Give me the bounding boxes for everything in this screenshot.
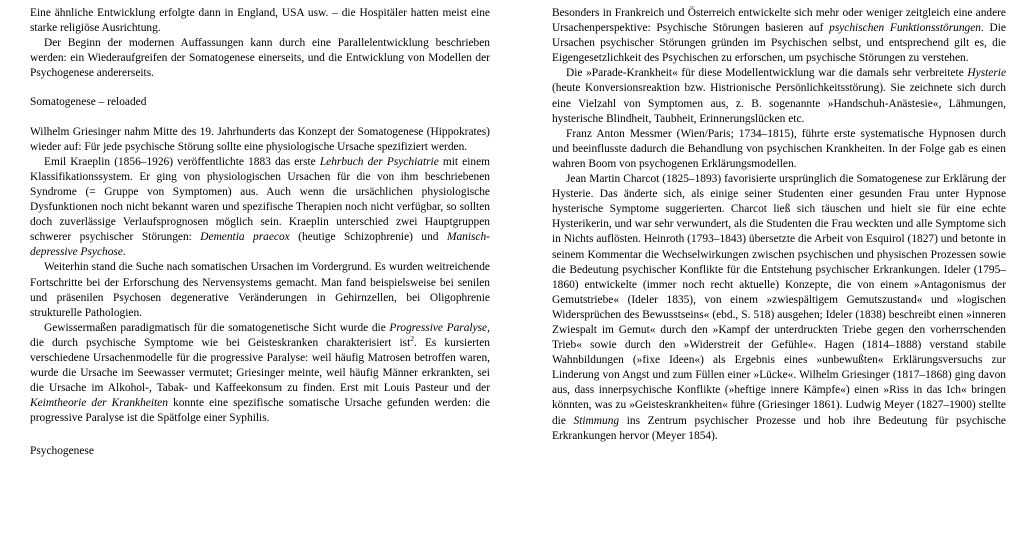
footnote-marker: 2 [410, 334, 415, 344]
paragraph: Weiterhin stand die Suche nach somatischen Ursachen im Vordergrund. Es wurden weitreichende Fortschritte bei der Erforschung des Nervensystems gemacht. Man fand beispielsweise bei senilen und präsenilen Psychosen degenerative Veränderungen in Gehirnzellen, bei Oligophrenie strukturelle Pathologien. [30, 261, 490, 319]
text-run: , die durch psychische Symptome wie bei Geisteskranken charakterisiert ist [30, 321, 490, 349]
section-heading-psychogenese: Psychogenese [30, 445, 94, 458]
text-run: mit einem Klassifikationssystem. Er ging von physiologischen Ursachen für die von ihm beschriebenen Syndrome (= Gruppe von Symptomen) aus. Auch wenn die ursächlichen physiologische Dysfunktionen noch nicht bekannt waren und spezifische Therapien noch nicht verfügbar, so sollten doch zuverlässige Verlaufsprognosen möglich sein. Kraeplin unterschied zwei Hauptgruppen schwerer psychischer Störungen: [30, 155, 490, 244]
section-spacer [30, 81, 490, 95]
text-run: (heute Konversionsreaktion bzw. Histrionische Persönlichkeitsstörung). Sie zeichnete sich durch eine Vielzahl von Symptomen aus, z. B. sogenannte »Handschuh-Anästesie«, Lähmungen, hysterische Blindheit, Taubheit, Erinnerungslücken etc. [551, 82, 1006, 125]
paragraph [30, 321, 490, 427]
text-run: ins Zentrum psychischer Prozesse und hob ihre Bedeutung für psychische Erkrankungen hervor (Meyer 1854). [551, 414, 1006, 442]
paragraph [552, 66, 1006, 126]
left-column [30, 6, 498, 527]
text-run: konnte eine spezifische somatische Ursache gefunden werden: die progressive Paralyse ist die Spätfolge einer Syphilis. [30, 397, 490, 425]
right-column [538, 6, 1006, 527]
section-spacer [30, 111, 490, 125]
text-run: Jean Martin Charcot (1825–1893) favorisierte ursprünglich die Somatogenese zur Erklärung der Hysterie. Das änderte sich, als einige seiner Studenten einer gesunden Frau unter Hypnose hysterische Symptome suggerierten. Charcot ließ sich täuschen und hielt sie für eine echte Hysterikerin, und war sehr verwundert, als die Studenten die Frau weckten und alle Symptome sich in Nichts auflösten. Heinroth (1793–1843) übersetzte die Arbeit von Esquirol (1827) und betonte in seinem Kommentar die Wechselwirkungen zwischen psychischen und physischen Prozessen sowie die Bedeutung psychischer Konflikte für die Entstehung psychischer Erkrankungen. Ideler (1795–1860) entwickelte (immer noch recht aktuelle) Konzepte, die von einem »Antagonismus der Gemutstriebe« (Ideler 1835), von einem »zwiespältigem Gemutszustand« und »logischen Widersprüchen des Bewusstseins« (ebd., S. 518) ausgehen; Ideler (1838) beschreibt einen »inneren Zwiespalt im Gemut« durch den »Kampf der unterdruckten Triebe gegen den vorherrschenden Trieb« sowie durch den »Widerstreit der Gefühle«. Hagen (1814–1888) verstand stabile Wahnbildungen (»fixe Ideen«) als Ergebnis eines »unbewußten« Erklärungsversuchs zur Linderung von Angst und zum Füllen einer »Lücke«. Wilhelm Griesinger (1817–1868) ging davon aus, dass innerpsychische Konflikte (»heftige innere Kämpfe«) einen »Riss in das Ich« bringen könnten, was zu »Geisteskrankheiten« führe (Griesinger 1861). Ludwig Meyer (1827–1900) stellte die [551, 173, 1006, 427]
paragraph: Eine ähnliche Entwicklung erfolgte dann in England, USA usw. – die Hospitäler hatten meist eine starke religiöse Ausrichtung. [30, 7, 490, 35]
text-run: Die »Parade-Krankheit« für diese Modellentwicklung war die damals sehr verbreitete [565, 67, 968, 80]
text-run: . [122, 246, 126, 259]
paragraph: Franz Anton Messmer (Wien/Paris; 1734–1815), führte erste systematische Hypnosen durch und beeinflusste dadurch die Behandlung von psychischen Krankheiten. In der Folge gab es einen wahren Boom von psychogenen Erklärungsmodellen. [551, 127, 1006, 170]
text-run: (heutige Schizophrenie) und [289, 231, 447, 244]
paragraph: Der Beginn der modernen Auffassungen kann durch eine Parallelentwicklung beschrieben werden: ein Wiederaufgreifen der Somatogenese einerseits, und die Entwicklung von Modellen der Psychogenese andererseits. [30, 37, 490, 80]
italic-term: Stimmung [573, 414, 620, 427]
text-run: Gewissermaßen paradigmatisch für die somatogenetische Sicht wurde die [44, 321, 390, 334]
paragraph [552, 6, 1006, 66]
italic-term: Dementia praecox [200, 231, 290, 244]
paragraph [552, 172, 1006, 444]
paragraph [30, 155, 490, 261]
italic-term: Manisch-depressive Psychose [30, 231, 490, 259]
italic-term: Progressive Paralyse [389, 321, 488, 334]
paragraph: Wilhelm Griesinger nahm Mitte des 19. Jahrhunderts das Konzept der Somatogenese (Hippokrates) wieder auf: Für jede psychische Störung sollte eine physiologische Ursache spezifiziert werden. [30, 125, 490, 153]
text-run: Emil Kraeplin (1856–1926) veröffentlichte 1883 das erste [44, 155, 320, 168]
section-heading-somatogenese: Somatogenese – reloaded [30, 96, 147, 109]
text-run: Besonders in Frankreich und Österreich entwickelte sich mehr oder weniger zeitgleich eine andere Ursachenperspektive: Psychische Störungen basieren auf [551, 7, 1006, 35]
text-run: . Es kursierten verschiedene Ursachenmodelle für die progressive Paralyse: weil häufig Matrosen betroffen waren, wurde die Ursache im Seewasser vermutet; Griesinger meinte, weil häufig Männer erkrankten, sei die Ursache im Alkohol-, Tabak- und Kaffeekonsum zu finden. Erst mit Louis Pasteur und der [30, 336, 490, 395]
italic-term: psychischen Funktionsstörungen [829, 22, 981, 35]
italic-term: Keimtheorie der Krankheiten [30, 397, 168, 410]
italic-term: Hysterie [967, 67, 1006, 80]
italic-title: Lehrbuch der Psychiatrie [319, 155, 439, 168]
text-run: . Die Ursachen psychischer Störungen gründen im Psychischen selbst, und entsprechend gilt es, die Eigengesetzlichkeit des Psychischen zu erforschen, um psychische Störungen zu verstehen. [551, 22, 1006, 65]
section-spacer [30, 426, 490, 444]
